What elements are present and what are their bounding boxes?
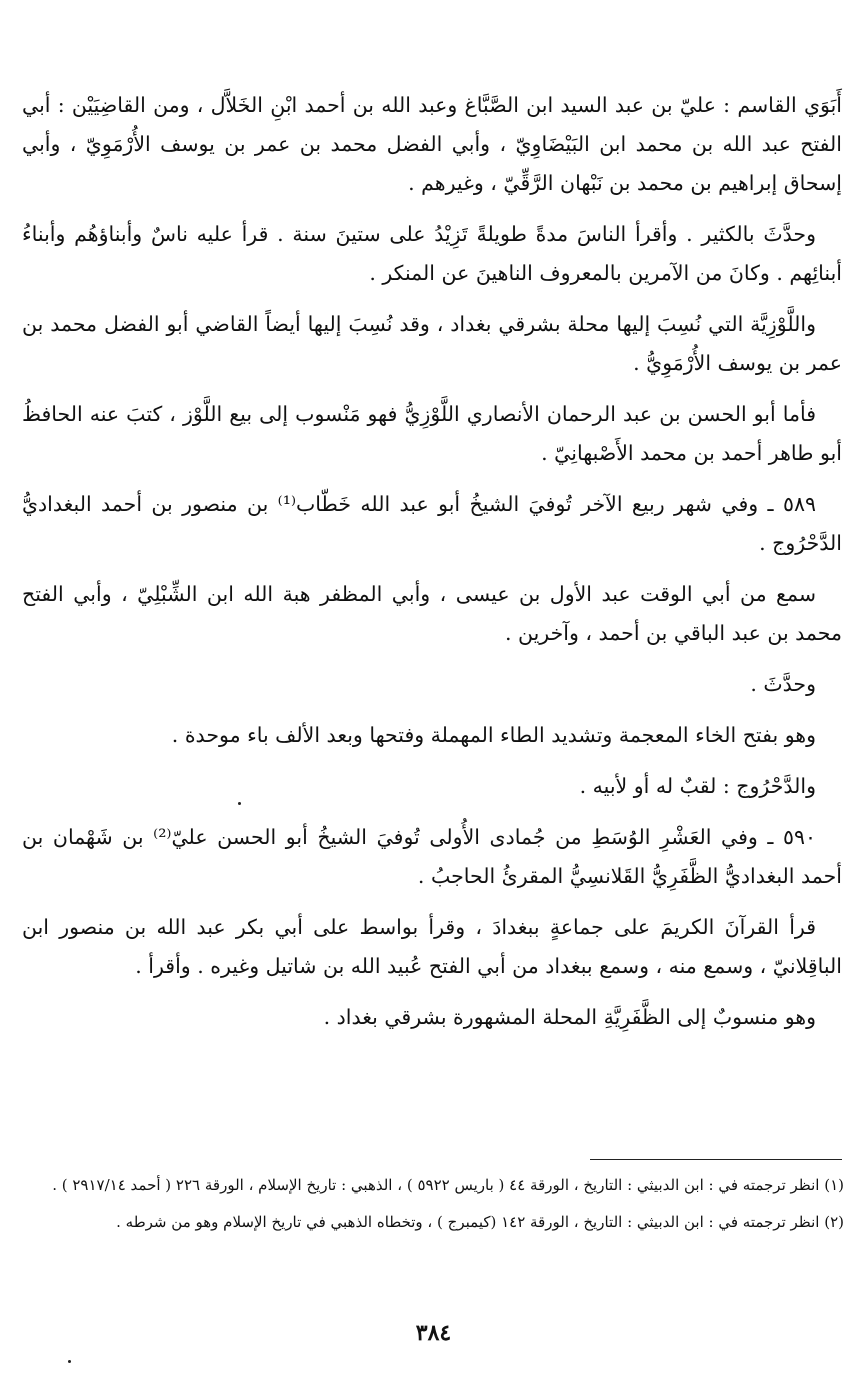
footnote-2: (٢) انظر ترجمته في : ابن الدبيثي : التاريخ ، الورقة ١٤٢ (كيمبرج ) ، وتخطاه الذهبي في تاريخ الإسلام وهو من شرطه .: [116, 1213, 844, 1231]
main-text: [22, 86, 842, 1049]
print-speck: [68, 1360, 71, 1363]
paragraph-3: واللَّوْزِيَّة التي نُسِبَ إليها محلة بشرقي بغداد ، وقد نُسِبَ إليها أيضاً القاضي أبو الفضل محمد بن عمر بن يوسف الأُرْمَوِيُّ .: [22, 312, 842, 375]
footnote-1: (١) انظر ترجمته في : ابن الدبيثي : التاريخ ، الورقة ٤٤ ( باريس ٥٩٢٢ ) ، الذهبي : تاريخ الإسلام ، الورقة ٢٢٦ ( أحمد ٢٩١٧/١٤ ) .: [52, 1176, 844, 1194]
paragraph-7: وحدَّثَ .: [750, 672, 816, 696]
print-speck: [238, 802, 241, 805]
footnotes: [18, 1172, 844, 1246]
paragraph-4: فأما أبو الحسن بن عبد الرحمان الأنصاري اللَّوْزِيُّ فهو مَنْسوب إلى بيع اللَّوْز ، كتبَ عنه الحافظُ أبو طاهر أحمد بن محمد الأَصْبهانِيّ .: [22, 402, 842, 465]
entry-589: ٥٨٩ ـ وفي شهر ربيع الآخر تُوفيَ الشيخُ أبو عبد الله خَطّاب⁽¹⁾ بن منصور بن أحمد البغداديُّ الدَّحْرُوج .: [22, 492, 842, 555]
paragraph-2: وحدَّثَ بالكثير . وأقرأ الناسَ مدةً طويلةً تَزِيْدُ على ستينَ سنة . قرأ عليه ناسٌ وأبناؤهُم وأبناءُ أبنائِهم . وكانَ من الآمرين بالمعروف الناهينَ عن المنكر .: [22, 222, 842, 285]
paragraph-8: وهو بفتح الخاء المعجمة وتشديد الطاء المهملة وفتحها وبعد الألف باء موحدة .: [171, 723, 816, 747]
paragraph-1: أَبَوَي القاسم : عليّ بن عبد السيد ابن الصَّبَّاغ وعبد الله بن أحمد ابْنِ الخَلاَّل ، ومن القاضِيَيْن : أبي الفتح عبد الله بن محمد ابن البَيْضَاوِيّ ، وأبي الفضل محمد بن عمر بن يوسف الأُرْمَوِيّ ، وأبي إسحاق إبراهيم بن محمد بن نَبْهان الرَّقِّيّ ، وغيرهم .: [22, 93, 842, 195]
page-number: ٣٨٤: [415, 1320, 452, 1346]
paragraph-11: قرأ القرآنَ الكريمَ على جماعةٍ ببغدادَ ، وقرأ بواسط على أبي بكر عبد الله بن منصور ابن الباقِلانيّ ، وسمع منه ، وسمع ببغداد من أبي الفتح عُبيد الله بن شاتيل وغيره . وأقرأ .: [22, 915, 842, 978]
entry-590: ٥٩٠ ـ وفي العَشْرِ الوُسَطِ من جُمادى الأُولى تُوفيَ الشيخُ أبو الحسن عليّ⁽²⁾ بن شَهْمان بن أحمد البغداديُّ الظَّفَرِيُّ القَلانسِيُّ المقرئُ الحاجبُ .: [22, 825, 842, 888]
paragraph-6: سمع من أبي الوقت عبد الأول بن عيسى ، وأبي المظفر هبة الله ابن الشِّبْلِيّ ، وأبي الفتح محمد بن عبد الباقي بن أحمد ، وآخرين .: [22, 582, 842, 645]
paragraph-12: وهو منسوبٌ إلى الظَّفَرِيَّةِ المحلة المشهورة بشرقي بغداد .: [323, 1005, 816, 1029]
footnote-divider: [590, 1159, 842, 1160]
paragraph-9: والدَّحْرُوج : لقبٌ له أو لأبيه .: [579, 774, 816, 798]
